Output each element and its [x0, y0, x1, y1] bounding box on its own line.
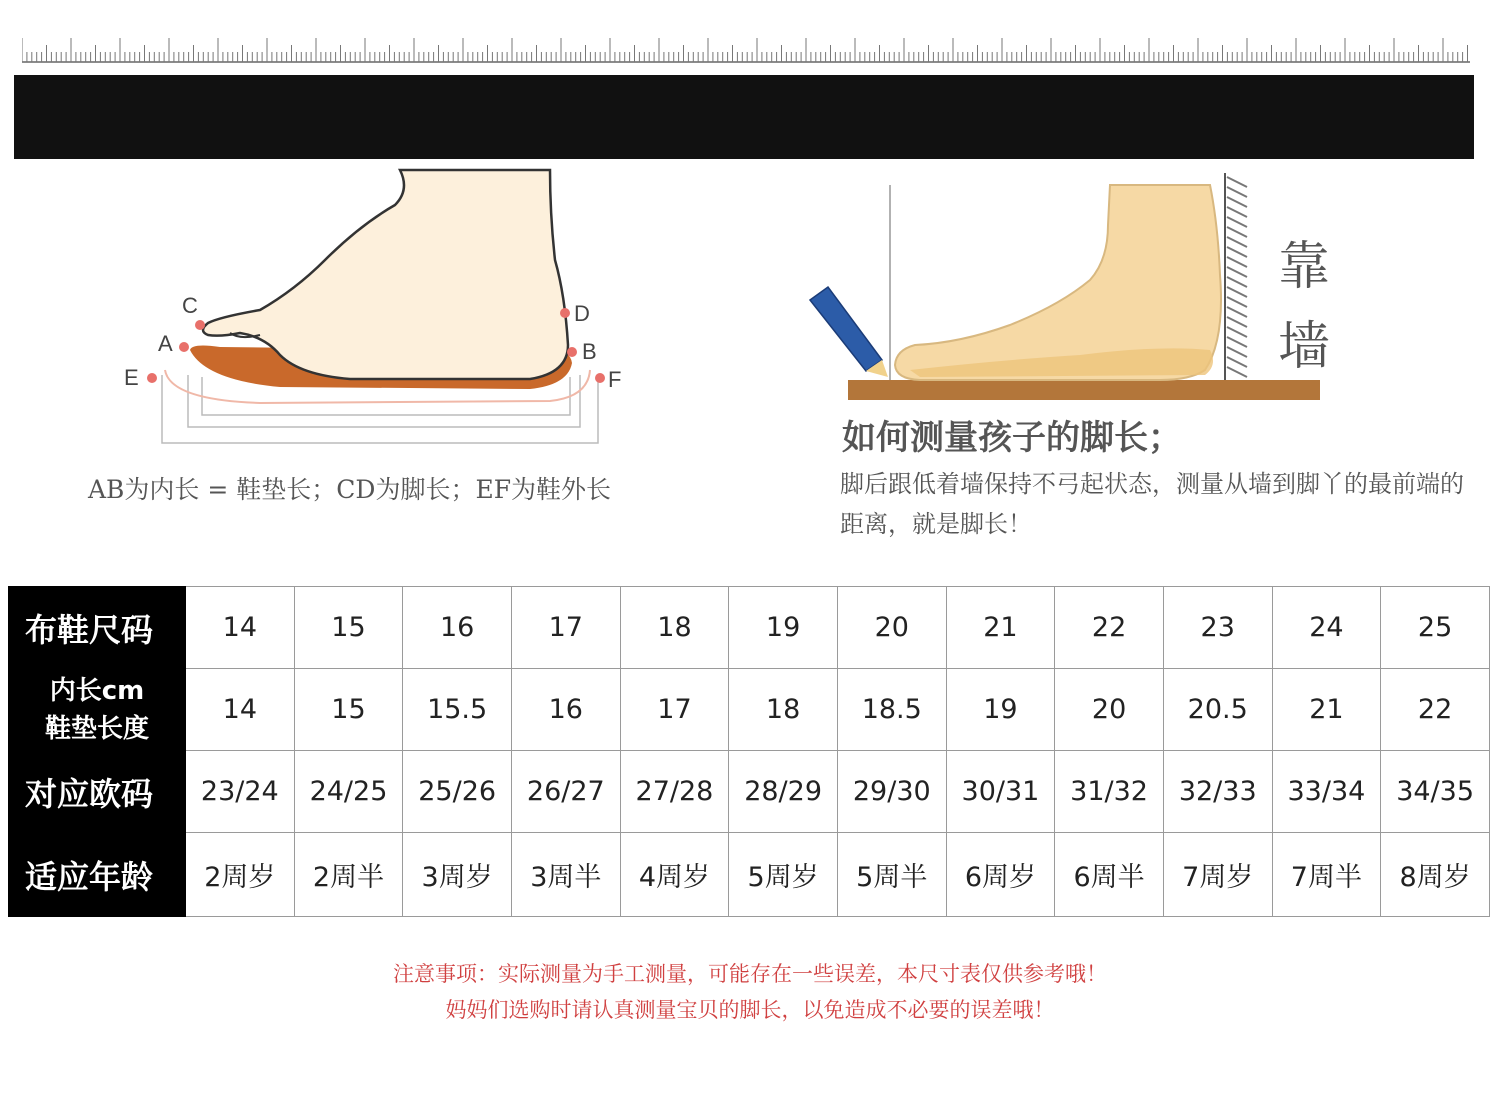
- table-cell: 31/32: [1055, 751, 1164, 833]
- size-chart-table: [8, 586, 1490, 917]
- table-cell: 30/31: [946, 751, 1055, 833]
- measure-description: 脚后跟低着墙保持不弓起状态，测量从墙到脚丫的最前端的距离，就是脚长！: [840, 470, 1464, 538]
- table-cell: 7周半: [1272, 833, 1381, 917]
- table-cell: 21: [1272, 669, 1381, 751]
- row-header-age: 适应年龄: [9, 833, 186, 917]
- row-header-inner-length-line1: 内长cm: [49, 675, 145, 706]
- row-header-shoe-size: 布鞋尺码: [9, 587, 186, 669]
- table-cell: 6周半: [1055, 833, 1164, 917]
- table-cell: 18: [729, 669, 838, 751]
- table-cell: 14: [186, 669, 295, 751]
- table-cell: 15: [294, 587, 403, 669]
- table-cell: 8周岁: [1381, 833, 1490, 917]
- table-row-age: [9, 833, 1490, 917]
- table-cell: 23/24: [186, 751, 295, 833]
- table-cell: 25: [1381, 587, 1490, 669]
- table-cell: 3周岁: [403, 833, 512, 917]
- table-cell: 34/35: [1381, 751, 1490, 833]
- ruler-scale: [22, 24, 1470, 64]
- row-header-inner-length-line2: 鞋垫长度: [44, 713, 149, 744]
- table-cell: 20: [837, 587, 946, 669]
- table-cell: 19: [946, 669, 1055, 751]
- wall-icon: [1225, 173, 1247, 380]
- table-cell: 23: [1163, 587, 1272, 669]
- row-header-eu-size: 对应欧码: [9, 751, 186, 833]
- label-d: D: [574, 301, 590, 326]
- table-cell: 33/34: [1272, 751, 1381, 833]
- table-cell: 20: [1055, 669, 1164, 751]
- foot-measurement-diagram: [110, 165, 670, 455]
- table-cell: 7周岁: [1163, 833, 1272, 917]
- table-cell: 18: [620, 587, 729, 669]
- table-cell: 26/27: [511, 751, 620, 833]
- notice-line-2: 妈妈们选购时请认真测量宝贝的脚长，以免造成不必要的误差哦！: [445, 998, 1055, 1022]
- label-a: A: [158, 331, 173, 356]
- table-row-shoe-size: [9, 587, 1490, 669]
- table-cell: 5周半: [837, 833, 946, 917]
- wall-label-1: 靠: [1278, 237, 1331, 297]
- row-header-inner-length: [9, 669, 186, 751]
- table-cell: 15: [294, 669, 403, 751]
- table-cell: 15.5: [403, 669, 512, 751]
- wall-label-2: 墙: [1278, 317, 1331, 377]
- wall-measurement-diagram: [800, 165, 1360, 415]
- notice-line-1: 注意事项：实际测量为手工测量，可能存在一些误差，本尺寸表仅供参考哦！: [393, 962, 1107, 986]
- table-cell: 6周岁: [946, 833, 1055, 917]
- table-cell: 24/25: [294, 751, 403, 833]
- table-row-inner-length: [9, 669, 1490, 751]
- measure-title: 如何测量孩子的脚长；: [842, 418, 1182, 458]
- table-cell: 5周岁: [729, 833, 838, 917]
- table-cell: 27/28: [620, 751, 729, 833]
- black-banner: [14, 75, 1474, 159]
- table-cell: 17: [620, 669, 729, 751]
- foot-diagram-caption: AB为内长 = 鞋垫长；CD为脚长；EF为鞋外长: [88, 475, 612, 504]
- table-cell: 16: [403, 587, 512, 669]
- table-cell: 2周岁: [186, 833, 295, 917]
- table-cell: 17: [511, 587, 620, 669]
- pencil-icon: [810, 287, 888, 377]
- table-cell: 25/26: [403, 751, 512, 833]
- floor-bar: [848, 380, 1320, 400]
- table-cell: 4周岁: [620, 833, 729, 917]
- table-cell: 2周半: [294, 833, 403, 917]
- label-b: B: [582, 339, 597, 364]
- label-f: F: [608, 367, 622, 392]
- table-cell: 3周半: [511, 833, 620, 917]
- table-cell: 21: [946, 587, 1055, 669]
- table-cell: 14: [186, 587, 295, 669]
- table-cell: 29/30: [837, 751, 946, 833]
- table-cell: 22: [1381, 669, 1490, 751]
- table-row-eu-size: [9, 751, 1490, 833]
- table-cell: 32/33: [1163, 751, 1272, 833]
- table-cell: 18.5: [837, 669, 946, 751]
- table-cell: 24: [1272, 587, 1381, 669]
- label-e: E: [124, 365, 139, 390]
- table-cell: 16: [511, 669, 620, 751]
- table-cell: 19: [729, 587, 838, 669]
- label-c: C: [182, 293, 198, 318]
- table-cell: 28/29: [729, 751, 838, 833]
- table-cell: 20.5: [1163, 669, 1272, 751]
- table-cell: 22: [1055, 587, 1164, 669]
